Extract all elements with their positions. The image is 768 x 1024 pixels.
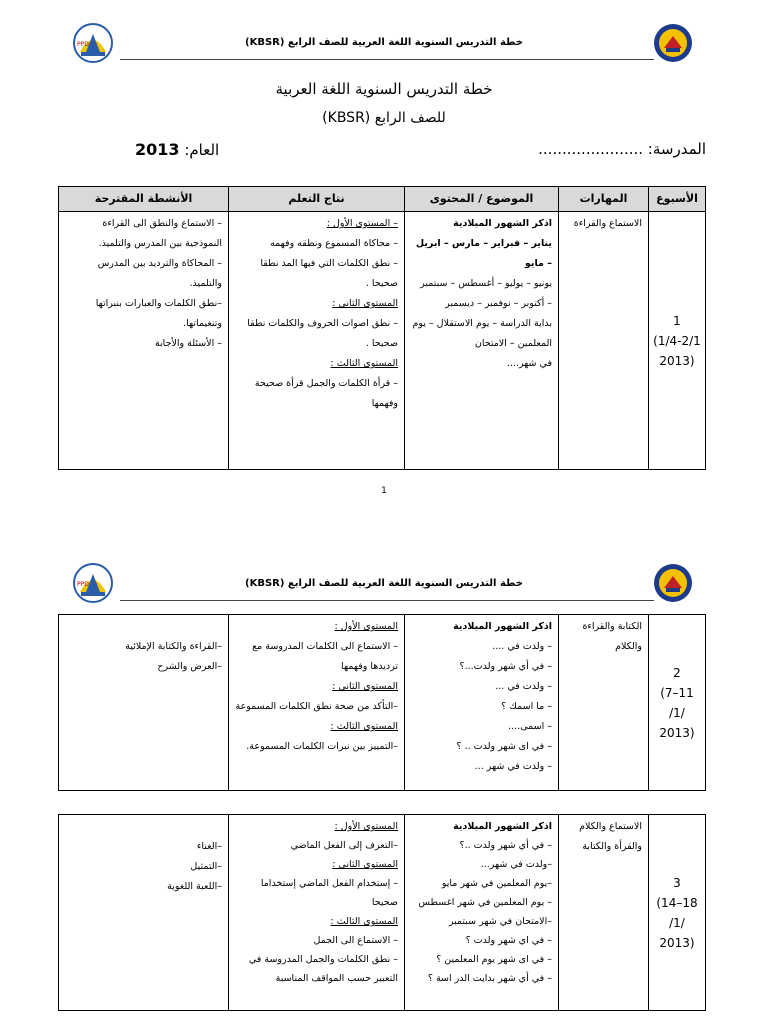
outcome-line: – إستخدام الفعل الماضي إستخداما صحيحا (260, 878, 398, 908)
week-year: 2013) (659, 935, 695, 950)
level-heading: – المستوى الأول : (326, 218, 398, 229)
topic-line: في شهر.... (506, 358, 552, 369)
level-heading: المستوى الثالث : (330, 916, 398, 927)
plan-table-page1 (58, 186, 706, 470)
svg-text:PPD: PPD (77, 41, 89, 48)
topic-cell (405, 212, 559, 470)
topic-line: – ما اسمك ؟ (501, 701, 552, 712)
week-number: 1 (673, 313, 681, 328)
topic-line: – في أي شهر ولدت...؟ (459, 661, 552, 672)
topic-line: – في أي شهر ولدت ..؟ (459, 840, 552, 851)
week-cell (649, 815, 706, 1011)
ministry-logo (652, 22, 694, 64)
activity-line: – الأسئلة والأجابة (154, 338, 222, 349)
table-row (59, 212, 706, 470)
skill-text: الاستماع والقراءة (573, 218, 642, 229)
table-header-row (59, 187, 706, 212)
skills-cell (559, 615, 649, 791)
topic-line: –يوم المعلمين في شهر مايو (441, 878, 552, 889)
topic-cell (405, 615, 559, 791)
topic-line: –ولدت في شهر... (480, 859, 552, 870)
activity-line: – الاستماع والنطق الى القراءة النموذجية بين المدرس والتلميذ. (98, 218, 222, 249)
week-number: 2 (673, 665, 681, 680)
activity-line: –اللعبة اللغوية (167, 881, 222, 892)
skill-text: الكتابة والقراءة والكلام (582, 621, 642, 652)
topic-line: – في اى شهر يوم المعلمين ؟ (436, 954, 552, 965)
activities-cell (59, 615, 229, 791)
level-heading: المستوى الثالث : (330, 358, 398, 369)
document-subtitle: للصف الرابع (KBSR) (322, 110, 446, 126)
level-heading: المستوى الثاني : (332, 298, 398, 309)
outcome-line: – نطق الكلمات التي فيها المد نطقا صحيحا . (260, 258, 398, 289)
activities-cell (59, 212, 229, 470)
skills-cell (559, 212, 649, 470)
outcome-line: – نطق الكلمات والجمل المدروسة في التعبير حسب المواقف المناسبة (248, 954, 398, 984)
outcome-line: –التأكد من صحة نطق الكلمات المسموعة (235, 701, 398, 712)
header-skills: المهارات (559, 187, 649, 212)
week-dates: (7–11 /1/ (660, 685, 694, 720)
week-cell (649, 212, 706, 470)
topic-line: – أكتوبر – نوفمبر – ديسمبر (445, 298, 552, 309)
header-activities: الأنشطة المقترحة (59, 187, 229, 212)
header-rule (120, 600, 654, 601)
topic-line: – في اى شهر ولدت .. ؟ (456, 741, 552, 752)
topic-line: – في أي شهر بدايت الدر اسة ؟ (427, 973, 552, 984)
week-dates: (1/4-2/1 (653, 333, 701, 348)
topic-line: – ولدت في شهر ... (474, 761, 552, 772)
year-value: 2013 (135, 140, 180, 159)
activity-line: –الغناء (196, 841, 222, 852)
year-label: العام: (184, 141, 220, 159)
skill-text: الاستماع والكلام والقرأة والكتابة (579, 821, 642, 852)
topic-line: – اسمى.... (508, 721, 552, 732)
activity-line: –القراءة والكتابة الإملائية (125, 641, 222, 652)
outcome-line: – محاكاة المسموع ونطقه وفهمه (270, 238, 398, 249)
activity-line: –نطق الكلمات والعبارات بنبراتها وتنغيماتها. (95, 298, 222, 329)
outcome-line: –التعرف إلى الفعل الماضي (290, 840, 398, 851)
topic-title: اذكر الشهور الميلادية (453, 621, 552, 632)
header-rule (120, 59, 654, 60)
topic-cell (405, 815, 559, 1011)
topic-line: – ولدت في .... (492, 641, 552, 652)
topic-line: – ولدت في ... (495, 681, 552, 692)
level-heading: المستوى الثاني : (332, 859, 398, 870)
ministry-logo (652, 562, 694, 604)
table-row (59, 815, 706, 1011)
header-week: الأسبوع (649, 187, 706, 212)
level-heading: المستوى الأول : (334, 821, 398, 832)
running-header-title: خطة التدريس السنوية اللغة العربية للصف الرابع (KBSR) (245, 578, 523, 589)
topic-title: اذكر الشهور الميلادية (453, 821, 552, 832)
year-line (135, 140, 219, 159)
topic-line: –الامتحان في شهر سبتمبر (448, 916, 552, 927)
topic-title: اذكر الشهور الميلادية (453, 218, 552, 229)
school-label: المدرسة: ...................... (538, 140, 706, 158)
activity-line: –العرض والشرح (157, 661, 222, 672)
skills-cell (559, 815, 649, 1011)
outcomes-cell (229, 815, 405, 1011)
topic-line: يونيو – يوليو – أغسطس – سبتمبر (420, 278, 552, 289)
week-year: 2013) (659, 353, 695, 368)
svg-text:PPD: PPD (77, 581, 89, 588)
activities-cell (59, 815, 229, 1011)
topic-line: – يوم المعلمين في شهر اغسطس (418, 897, 552, 908)
header-outcomes: نتاج التعلم (229, 187, 405, 212)
level-heading: المستوى الأول : (334, 621, 398, 632)
outcomes-cell (229, 615, 405, 791)
topic-line: – في اي شهر ولدت ؟ (465, 935, 552, 946)
topic-line: بداية الدراسة – يوم الاستقلال – يوم المعلمين – الامتحان (412, 318, 552, 349)
plan-table-week2 (58, 614, 706, 791)
outcome-line: – قرأة الكلمات والجمل قرأة صحيحة وفهمها (254, 378, 398, 409)
week-year: 2013) (659, 725, 695, 740)
week-dates: (14–18 /1/ (656, 895, 698, 930)
level-heading: المستوى الثاني : (332, 681, 398, 692)
running-header-title: خطة التدريس السنوية اللغة العربية للصف الرابع (KBSR) (245, 37, 523, 48)
level-heading: المستوى الثالث : (330, 721, 398, 732)
document-title: خطة التدريس السنوية اللغة العربية (275, 80, 493, 98)
week-cell (649, 615, 706, 791)
topic-line: يناير – فبراير – مارس – ابريل – مايو (415, 238, 552, 269)
outcome-line: –التمييز بين نبرات الكلمات المسموعة. (246, 741, 398, 752)
activity-line: –التمثيل (190, 861, 222, 872)
week-number: 3 (673, 875, 681, 890)
activity-line: – المحاكاة والترديد بين المدرس والتلميذ. (97, 258, 222, 289)
plan-table-week3 (58, 814, 706, 1011)
header-topic: الموضوع / المحتوى (405, 187, 559, 212)
outcomes-cell (229, 212, 405, 470)
page-number: 1 (381, 486, 387, 496)
outcome-line: – الاستماع الى الكلمات المدروسة مع ترديدها وفهمها (252, 641, 398, 672)
outcome-line: – نطق اصوات الحروف والكلمات نطقا صحيحا . (247, 318, 398, 349)
outcome-line: – الاستماع الى الجمل (313, 935, 398, 946)
table-row (59, 615, 706, 791)
